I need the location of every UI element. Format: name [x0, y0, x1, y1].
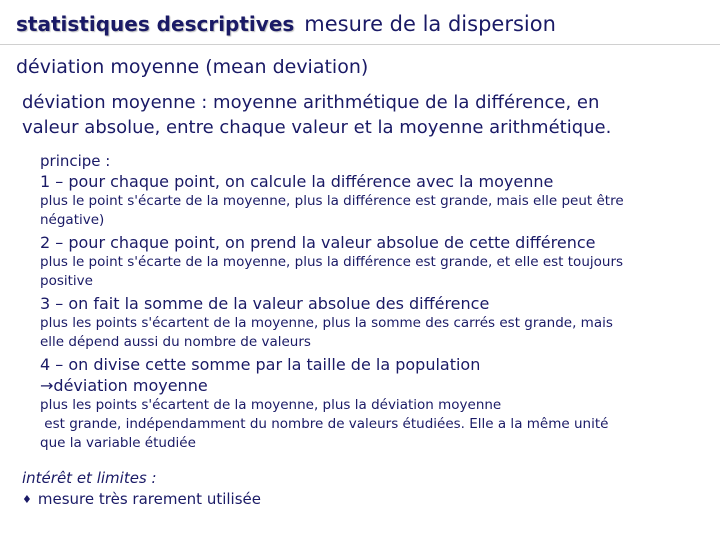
header-divider — [0, 44, 720, 45]
step-3-note — [40, 314, 680, 352]
slide-header — [16, 12, 556, 46]
note-line: plus le point s'écarte de la moyenne, plus la différence est grande, mais elle peut être — [40, 193, 624, 209]
step-2: 2 – pour chaque point, on prend la valeur absolue de cette différence — [40, 233, 596, 252]
step-3: 3 – on fait la somme de la valeur absolue des différence — [40, 294, 490, 313]
note-line: plus les points s'écartent de la moyenne, plus la somme des carrés est grande, mais — [40, 315, 613, 331]
interest-block — [22, 468, 622, 510]
step-1: 1 – pour chaque point, on calcule la différence avec la moyenne — [40, 172, 554, 191]
note-line: que la variable étudiée — [40, 435, 196, 451]
definition-line: valeur absolue, entre chaque valeur et la moyenne arithmétique. — [22, 117, 612, 138]
principle-block — [40, 151, 680, 455]
note-line: elle dépend aussi du nombre de valeurs — [40, 334, 311, 350]
diamond-bullet-icon: ♦ — [22, 493, 32, 506]
step-2-note — [40, 253, 680, 291]
step-4-note — [40, 396, 680, 453]
slide-subtitle: mesure de la dispersion — [304, 12, 556, 36]
step-4-result: →déviation moyenne — [40, 376, 208, 395]
interest-item-label: mesure très rarement utilisée — [37, 490, 261, 508]
principle-title: principe : — [40, 152, 111, 170]
note-line: est grande, indépendamment du nombre de valeurs étudiées. Elle a la même unité — [40, 416, 609, 432]
slide-heading: déviation moyenne (mean deviation) — [16, 56, 369, 78]
definition-line: déviation moyenne : moyenne arithmétique de la différence, en — [22, 92, 600, 113]
note-line: négative) — [40, 212, 105, 228]
section-title: statistiques descriptives — [16, 12, 295, 36]
step-1-note — [40, 192, 680, 230]
interest-item — [22, 489, 622, 510]
note-line: plus le point s'écarte de la moyenne, plus la différence est grande, et elle est toujours — [40, 254, 624, 270]
note-line: positive — [40, 273, 93, 289]
note-line: plus les points s'écartent de la moyenne, plus la déviation moyenne — [40, 397, 502, 413]
interest-title: intérêt et limites : — [22, 469, 157, 487]
step-4: 4 – on divise cette somme par la taille de la population — [40, 355, 481, 374]
definition-paragraph — [22, 90, 662, 140]
